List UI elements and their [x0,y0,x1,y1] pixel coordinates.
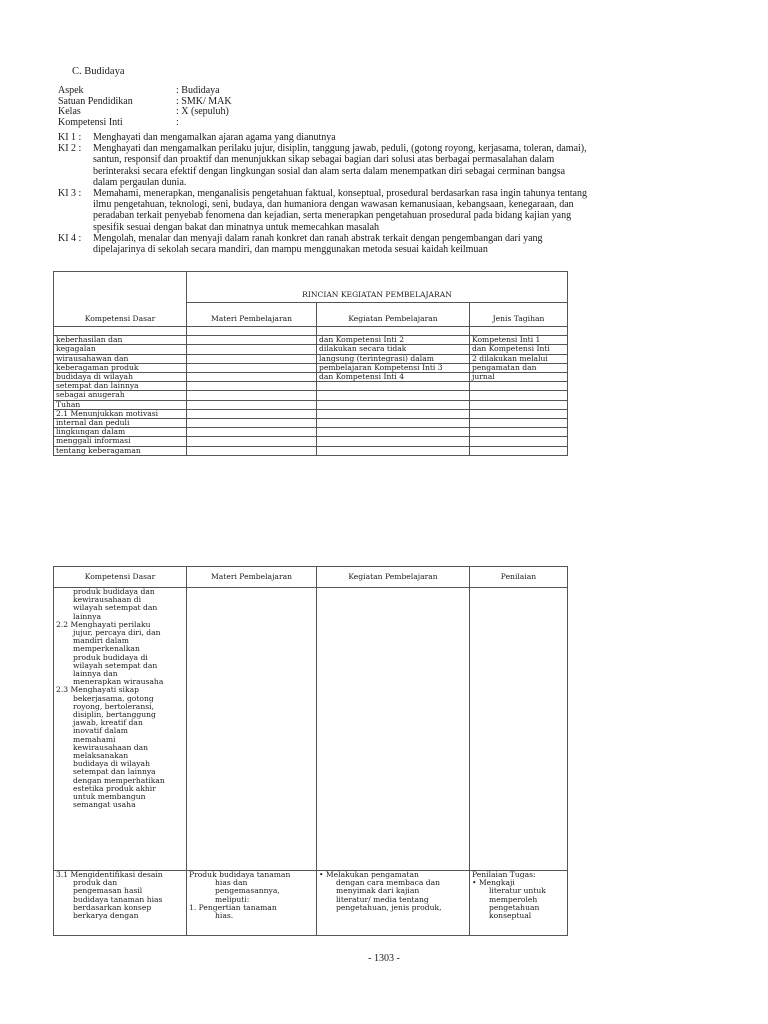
table-cell: kegagalan [54,345,187,354]
table-row [54,345,568,354]
table-cell [317,437,470,446]
kd-line: jawab, kreatif dan [73,718,143,728]
info-label: Satuan Pendidikan [58,95,133,107]
table-cell [187,354,317,363]
table-cell: jurnal [470,373,568,382]
penilaian-line: memperoleh [489,894,538,904]
rincian-table [53,271,568,456]
table-cell [187,373,317,382]
ki-line: berinteraksi secara efektif dengan lingkungan sosial dan alam serta dalam menempatkan diri sebagai cerminan bangsa [93,165,566,177]
kd-line: produk dan [73,878,118,888]
ki-line: dalam pergaulan dunia. [93,176,187,188]
table-cell [317,409,470,418]
materi-3-1-cell [187,871,317,936]
kegiatan-line: pengetahuan, jenis produk, [336,902,442,912]
table-cell [470,446,568,455]
kompetensi-inti-list [58,132,718,255]
info-value: : [176,116,179,128]
kd-line: lainnya dan [73,669,118,679]
kd-line: wilayah setempat dan [73,603,158,613]
kd-line: memperkenalkan [73,644,140,654]
kd-line: berkarya dengan [73,911,139,921]
table-cell [187,345,317,354]
ki-line: ilmu pengetahuan, teknologi, seni, budaya, dan humaniora dengan wawasan kemanusiaan, kebangsaan, kenegaraan, dan [93,199,574,211]
info-value: : Budidaya [176,85,220,96]
kd-line: kewirausahaan dan [73,742,149,752]
materi-line: Produk budidaya tanaman [189,870,291,879]
penilaian-line: • Mengkaji [472,878,515,888]
table-cell: keberagaman produk [54,363,187,372]
ki-line: dipelajarinya di sekolah secara mandiri, dan mampu menggunakan metoda sesuai kaidah keilmuan [93,244,488,256]
ki-line: spesifik sesuai dengan bakat dan minatnya untuk memecahkan masalah [93,221,380,233]
table-row [54,382,568,391]
table-cell [470,391,568,400]
table-cell: langsung (terintegrasi) dalam [317,354,470,363]
penilaian-line: konseptual [489,911,532,921]
penilaian-line: Penilaian Tugas: [472,870,536,879]
table-cell: dilakukan secara tidak [317,345,470,354]
ki-line: peradaban terkait penyebab fenomena dan kejadian, serta menerapkan pengetahuan prosedural pada bidang kajian yang [93,210,572,222]
table-cell [187,382,317,391]
ki-line: Mengolah, menalar dan menyaji dalam ranah konkret dan ranah abstrak terkait dengan pengembangan dari yang [93,232,543,244]
table-cell: lingkungan dalam [54,428,187,437]
table-cell [187,437,317,446]
materi-line: pengemasannya, [215,886,280,896]
table-cell [187,391,317,400]
table-cell [317,382,470,391]
table-cell [317,400,470,409]
table-cell [187,446,317,455]
kd-line: 3.1 Mengidentifikasi desain [56,870,163,879]
table-cell [187,327,317,336]
kd-line: lainnya [73,611,101,621]
table-row [54,391,568,400]
ki-text [93,188,718,233]
table-cell [187,400,317,409]
table-cell: dan Kompetensi Inti 2 [317,336,470,345]
ki-line: Memahami, menerapkan, menganalisis pengetahuan faktual, konseptual, prosedural berdasarkan rasa ingin tahunya tentang [93,188,587,200]
kd-line: kewirausahaan di [73,595,142,605]
kegiatan-cell [317,588,470,871]
ki-label: KI 2 : [58,143,82,155]
info-label: Kompetensi Inti [58,116,123,128]
table-cell [470,419,568,428]
penilaian-cell [470,588,568,871]
ki-text [93,233,718,255]
info-row [58,118,232,129]
table-cell: 2 dilakukan melalui [470,354,568,363]
header-tagihan: Jenis Tagihan [470,303,568,327]
table-cell [317,419,470,428]
info-block [58,86,232,128]
kd-line: estetika produk akhir [73,783,156,793]
kegiatan-line: menyimak dari kajian [336,886,420,896]
table-row [54,354,568,363]
table-cell: keberhasilan dan [54,336,187,345]
kegiatan-line: • Melakukan pengamatan [319,870,419,879]
kd-line: dengan memperhatikan [73,775,165,785]
table-cell: dan Kompetensi Inti [470,345,568,354]
kegiatan-3-1-cell [317,871,470,936]
penilaian-line: literatur untuk [489,886,546,896]
table-cell: setempat dan lainnya [54,382,187,391]
table-cell: Kompetensi Inti 1 [470,336,568,345]
kd-3-1-cell [54,871,187,936]
kd-line: produk budidaya di [73,652,148,662]
materi-cell [187,588,317,871]
page-number: - 1303 - [368,953,400,964]
ki-line: Menghayati dan mengamalkan ajaran agama yang dianutnya [93,132,336,143]
table-cell [470,400,568,409]
table-cell: pengamatan dan [470,363,568,372]
table-row [54,419,568,428]
info-value: : SMK/ MAK [176,95,232,107]
kegiatan-line: literatur/ media tentang [336,894,429,904]
ki-label: KI 4 : [58,232,82,244]
ki-line: Menghayati dan mengamalkan perilaku jujur, disiplin, tanggung jawab, peduli, (gotong royong, kerjasama, toleran, damai), [93,143,587,155]
table-row [54,428,568,437]
ki-item [58,132,718,143]
table-cell: Tuhan [54,400,187,409]
header-kegiatan: Kegiatan Pembelajaran [317,567,470,588]
kd-table [53,566,568,936]
table-row [54,409,568,418]
kd-line: budidaya tanaman hias [73,894,163,904]
table-row [54,437,568,446]
table-cell [187,428,317,437]
kd-line: setempat dan lainnya [73,767,156,777]
penilaian-line: pengetahuan [489,902,540,912]
kd-line: untuk membangun [73,792,146,802]
info-label: Kelas [58,106,81,117]
table-cell [187,409,317,418]
table-cell [470,428,568,437]
kd-line: wilayah setempat dan [73,660,158,670]
materi-line: hias. [215,911,234,921]
header-kompetensi-dasar: Kompetensi Dasar [54,272,187,327]
header-kompetensi-dasar: Kompetensi Dasar [54,567,187,588]
kd-line: berdasarkan konsep [73,902,152,912]
table-cell [470,437,568,446]
kd-line: 2.2 Menghayati perilaku [56,619,151,629]
kegiatan-line: dengan cara membaca dan [336,878,441,888]
kd-line: disiplin, bertanggung [73,710,156,720]
table-cell: 2.1 Menunjukkan motivasi [54,409,187,418]
info-row [58,107,232,118]
table-cell: sebagai anugerah [54,391,187,400]
table-cell [54,327,187,336]
kd-line: royong, bertoleransi, [73,701,154,711]
kd-line: menerapkan wirausaha [73,677,164,687]
table-row [54,336,568,345]
ki-text [93,132,718,143]
table-cell [317,391,470,400]
table-cell [470,409,568,418]
ki-text [93,143,718,188]
materi-line: 1. Pengertian tanaman [189,902,277,912]
materi-line: meliputi: [215,894,250,904]
table-row [54,373,568,382]
kd-line: memahami [73,734,116,744]
table-cell [317,327,470,336]
table-cell [317,446,470,455]
table-cell [187,419,317,428]
table-row [54,327,568,336]
kd-line: produk budidaya dan [73,587,155,596]
table-cell: menggali informasi [54,437,187,446]
kd-line: pengemasan hasil [73,886,143,896]
header-penilaian: Penilaian [470,567,568,588]
table-row [54,400,568,409]
table-row [54,446,568,455]
kd-cell [54,588,187,871]
header-materi: Materi Pembelajaran [187,567,317,588]
table-cell: budidaya di wilayah [54,373,187,382]
header-group: RINCIAN KEGIATAN PEMBELAJARAN [187,272,568,303]
header-materi: Materi Pembelajaran [187,303,317,327]
ki-item [58,188,718,233]
kd-line: inovatif dalam [73,726,128,736]
materi-line: hias dan [215,878,248,888]
kd-line: melaksanakan [73,751,129,761]
table-cell: dan Kompetensi Inti 4 [317,373,470,382]
kd-line: budidaya di wilayah [73,759,150,769]
table-cell [470,327,568,336]
table-cell [187,336,317,345]
kd-line: semangat usaha [73,800,136,810]
table-cell: pembelajaran Kompetensi Inti 3 [317,363,470,372]
info-value: : X (sepuluh) [176,106,229,117]
table-cell: internal dan peduli [54,419,187,428]
table-row [54,363,568,372]
kd-line: bekerjasama, gotong [73,693,154,703]
header-kegiatan: Kegiatan Pembelajaran [317,303,470,327]
kd-line: mandiri dalam [73,636,129,646]
table-cell: tentang keberagaman [54,446,187,455]
kd-line: 2.3 Menghayati sikap [56,685,139,695]
section-heading: C. Budidaya [72,66,125,77]
table-cell [470,382,568,391]
ki-label: KI 1 : [58,132,82,143]
ki-label: KI 3 : [58,188,82,200]
info-label: Aspek [58,85,84,96]
penilaian-3-1-cell [470,871,568,936]
ki-line: santun, responsif dan proaktif dan menunjukkan sikap sebagai bagian dari solusi atas berbagai permasalahan dalam [93,154,555,166]
info-row [58,86,232,97]
ki-item [58,143,718,188]
ki-item [58,233,718,255]
kd-line: jujur, percaya diri, dan [73,628,161,638]
table-cell [187,363,317,372]
table-cell [317,428,470,437]
table-cell: wirausahawan dan [54,354,187,363]
